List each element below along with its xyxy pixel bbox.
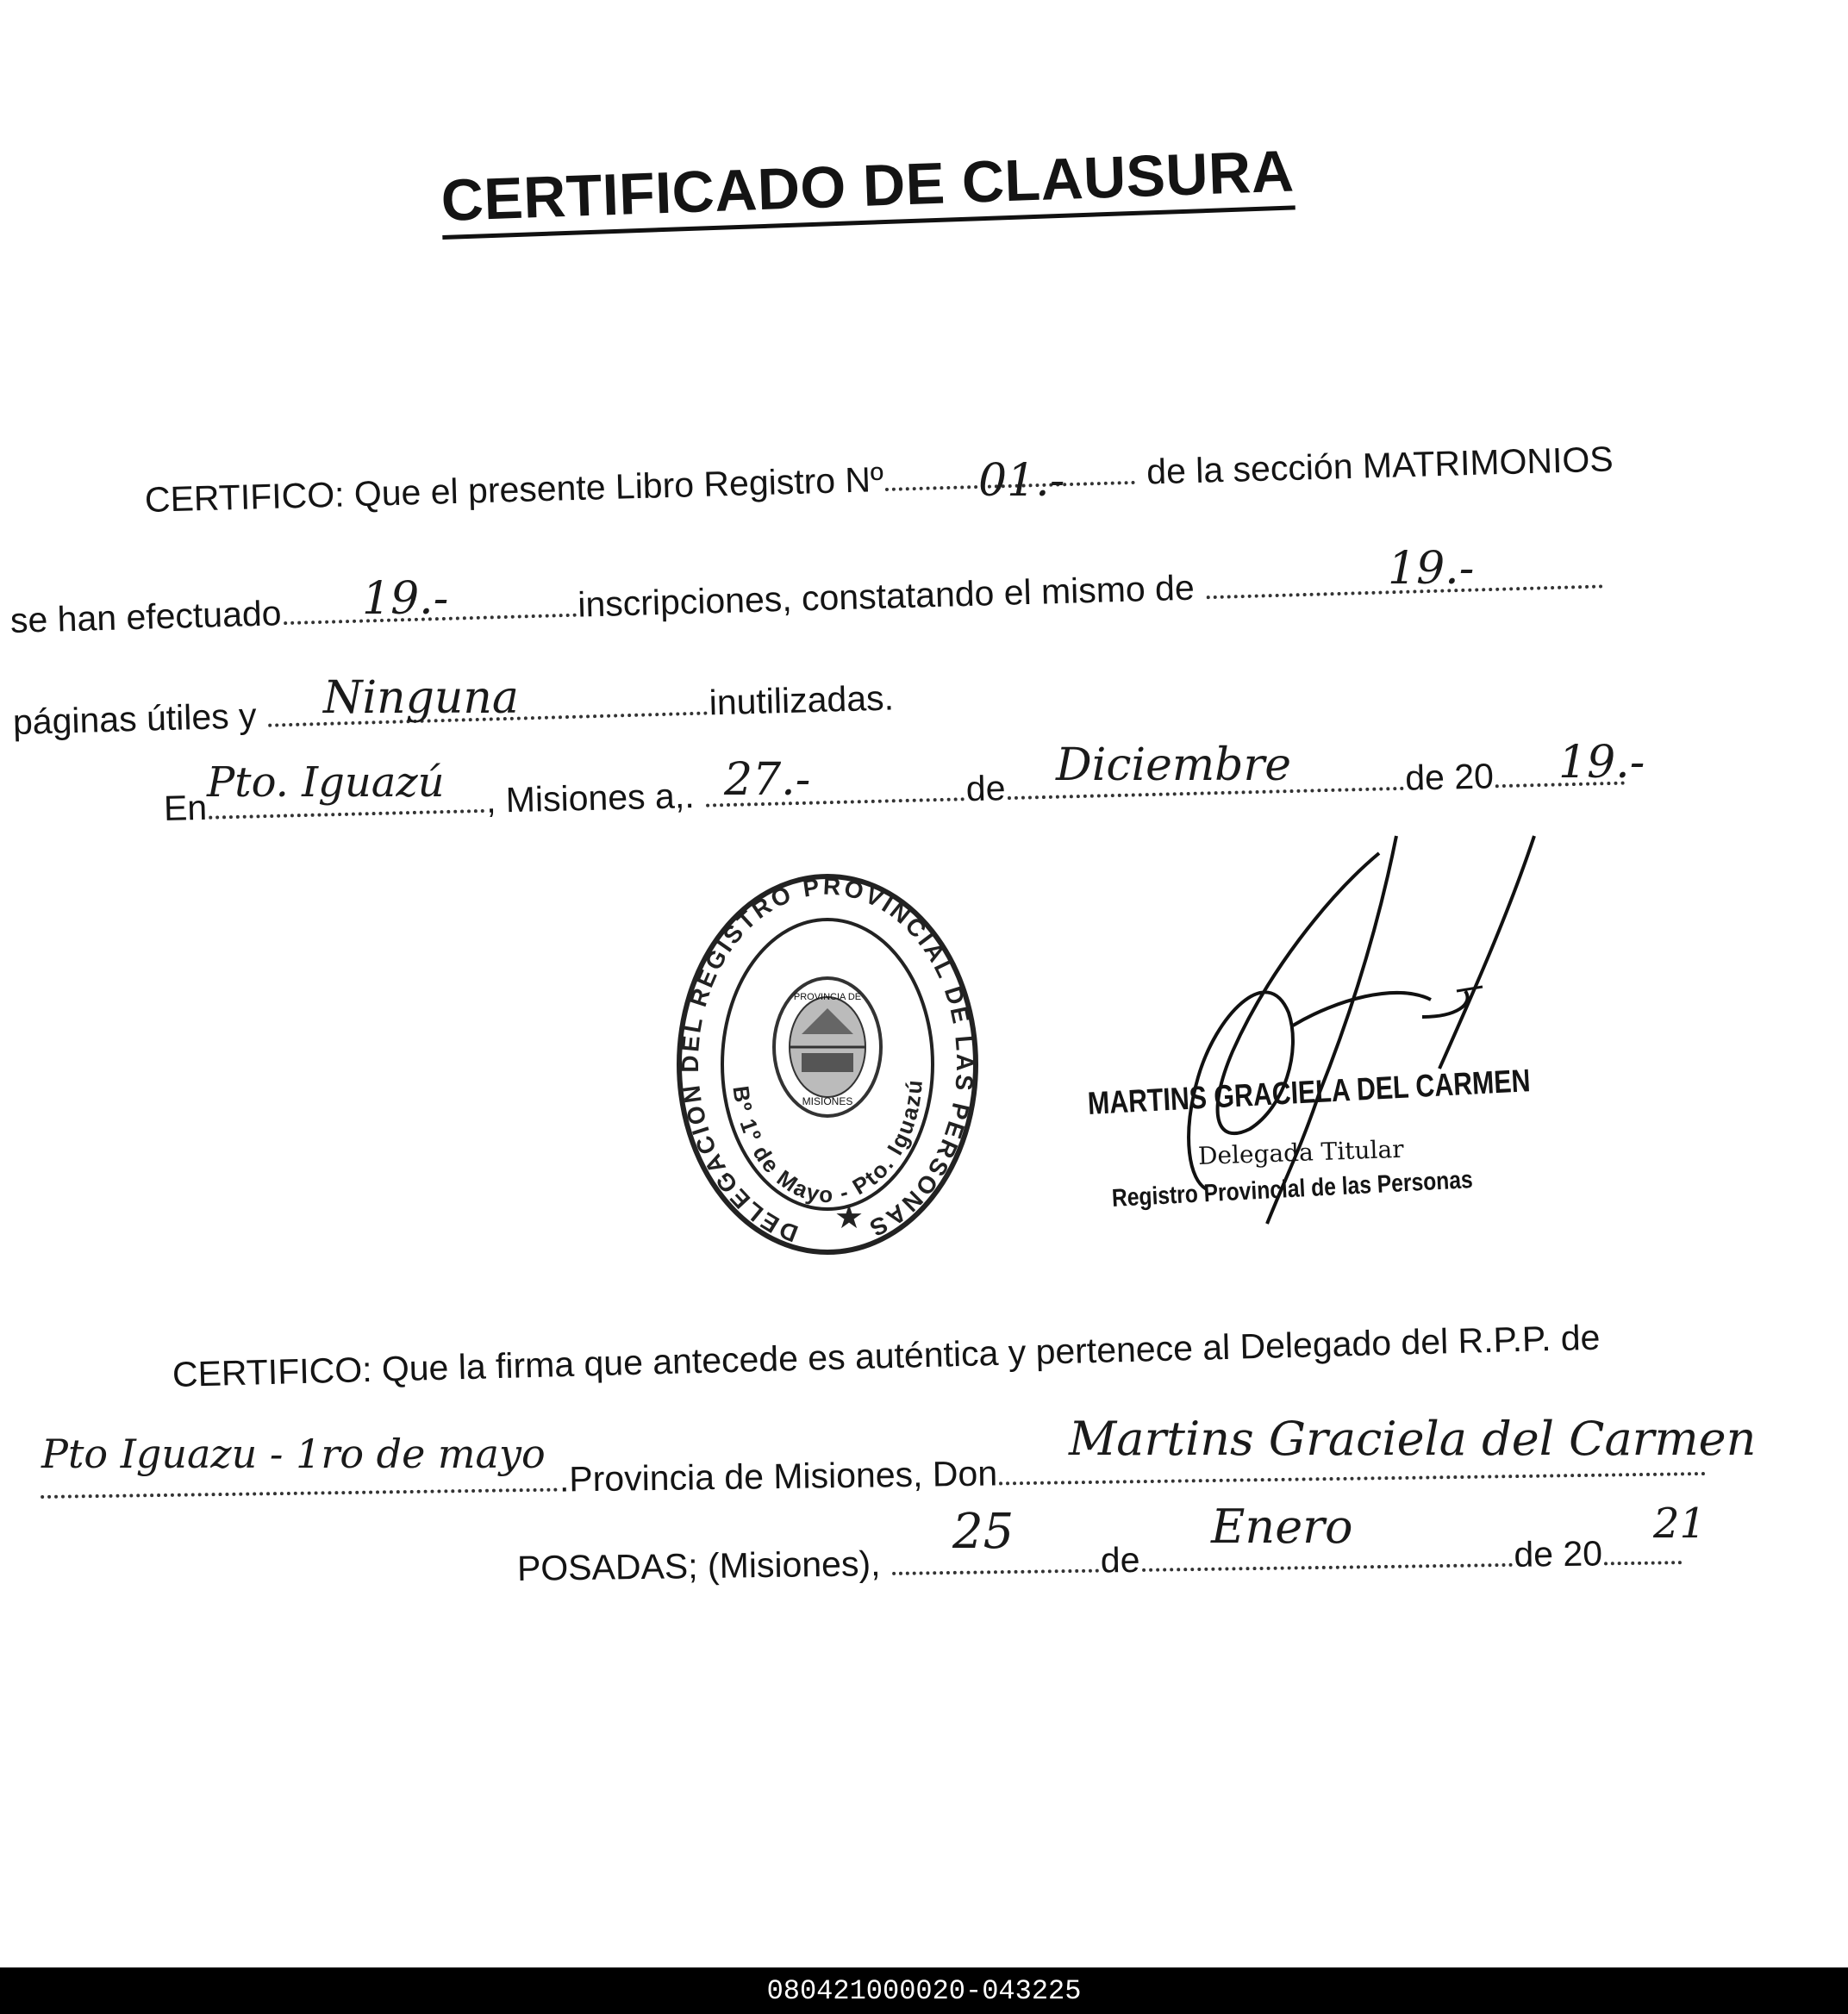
line1-suffix: de la sección MATRIMONIOS (1146, 439, 1614, 492)
inutilizadas-handwritten: Ninguna (323, 672, 519, 724)
line4-prefix: En (163, 787, 208, 828)
certifico-line-1 (144, 441, 1614, 518)
line3b-de: de (1100, 1539, 1140, 1581)
paginas-handwritten: 19.- (1388, 543, 1475, 595)
star-icon: ★ (833, 1200, 865, 1236)
certifico2-line-3 (517, 1535, 1684, 1587)
line4-de: de (965, 768, 1006, 809)
document-title: CERTIFICADO DE CLAUSURA (440, 139, 1295, 239)
line3b-year-prefix: de 20 (1514, 1533, 1603, 1574)
certifico2-line-1: CERTIFICO: Que la firma que antecede es auténtica y pertenece al Delegado del R.P.P. de (172, 1317, 1601, 1394)
signatory-office: Registro Provincial de las Personas (1111, 1166, 1474, 1213)
don-handwritten: Martins Graciela del Carmen (1069, 1412, 1757, 1466)
dia2-handwritten: 25 (952, 1504, 1015, 1560)
signatory-name: MARTINS GRACIELA DEL CARMEN (1086, 1063, 1532, 1121)
lugar2-handwritten: Pto Iguazu - 1ro de mayo (41, 1431, 546, 1477)
line1-prefix: CERTIFICO: Que el presente Libro Registro Nº (144, 459, 884, 520)
line2-middle: inscripciones, constatando el mismo de (577, 567, 1196, 625)
year-handwritten: 19.- (1558, 737, 1645, 789)
province-emblem-icon (774, 978, 881, 1116)
emblem-bottom-text: MISIONES (802, 1095, 853, 1107)
signatory-role: Delegada Titular (1197, 1134, 1405, 1170)
line3-suffix: inutilizadas. (709, 677, 895, 723)
line4-year-prefix: de 20 (1404, 756, 1495, 798)
emblem-top-text: PROVINCIA DE (793, 992, 862, 1002)
line2-prefix: se han efectuado (9, 593, 283, 640)
mes2-handwritten: Enero (1211, 1500, 1353, 1554)
stamp-outer-text: DELEGACION DEL REGISTRO PROVINCIAL DE LAS PERSONAS (677, 872, 979, 1248)
libro-number-handwritten: 01.- (978, 455, 1065, 507)
document-code-bar (0, 1967, 1848, 2014)
dia-handwritten: 27.- (724, 754, 811, 806)
inscripciones-handwritten: 19.- (362, 573, 449, 625)
line4-misiones: , Misiones a,. (485, 775, 696, 820)
document-code: 080421000020-043225 (766, 1974, 1082, 2007)
lugar-handwritten: Pto. Iguazú (207, 758, 445, 807)
line3-prefix: páginas útiles y (12, 695, 258, 742)
line2b-middle: .Provincia de Misiones, Don (559, 1453, 998, 1500)
line3b-prefix: POSADAS; (Misiones), (516, 1543, 881, 1588)
official-stamp (672, 870, 983, 1258)
certifico-line-2 (9, 558, 1604, 639)
mes-handwritten: Diciembre (1056, 739, 1292, 791)
year2-handwritten: 21 (1653, 1500, 1707, 1548)
handwritten-signature (1138, 819, 1586, 1232)
stamp-inner-text: Bº 1º de Mayo - Pto. Iguazú (727, 1077, 928, 1208)
